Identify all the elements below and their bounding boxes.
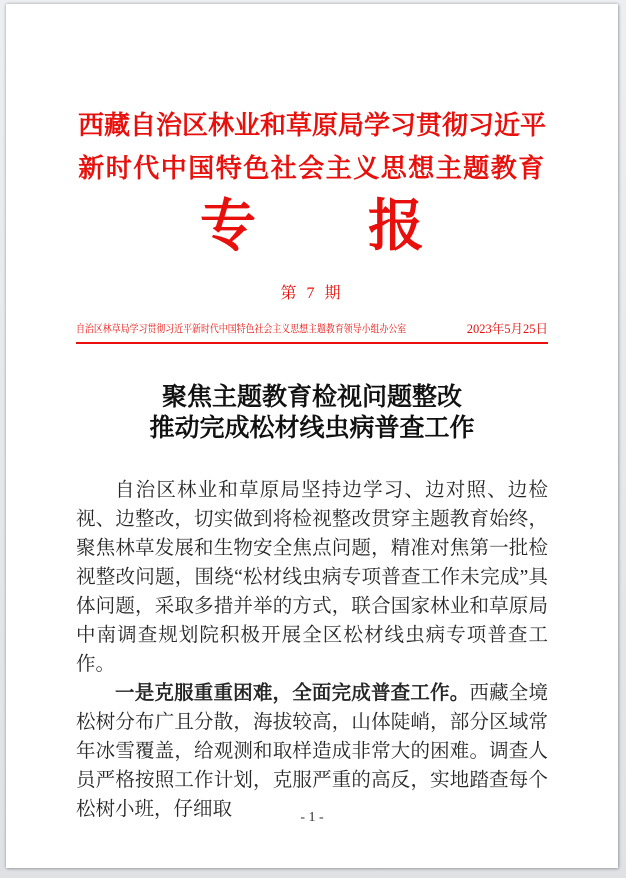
paragraph-1-text: 自治区林业和草原局坚持边学习、边对照、边检视、边整改，切实做到将检视整改贯穿主题教育始终，聚焦林草发展和生物安全焦点问题，精准对焦第一批检视整改问题，围绕“松材线虫病专项普查工作未完成”具体问题，采取多措并举的方式，联合国家林业和草原局中南调查规划院积极开展全区松材线虫病专项普查工作。 [76, 480, 548, 675]
page-number: - 1 - [300, 810, 324, 825]
issuer-office-name: 自治区林草局学习贯彻习近平新时代中国特色社会主义思想主题教育领导小组办公室 [76, 324, 407, 335]
article-paragraph-1 [76, 476, 548, 679]
paragraph-2-text: 西藏全境松树分布广且分散，海拔较高，山体陡峭，部分区域常年冰雪覆盖，给观测和取样造成非常大的困难。调查人员严格按照工作计划，克服严重的高反，实地踏查每个松树小班，仔细取 [76, 683, 548, 820]
article-body [76, 476, 548, 824]
article-title-line2: 推动完成松材线虫病普查工作 [149, 415, 475, 442]
issue-date: 2023年5月25日 [466, 322, 548, 336]
paragraph-2-lead-bold: 一是克服重重困难，全面完成普查工作。 [115, 683, 470, 704]
masthead-org-title-line2: 新时代中国特色社会主义思想主题教育 [78, 154, 546, 183]
masthead-org-title [76, 104, 548, 190]
article-paragraph-2 [76, 679, 548, 824]
masthead-brand-title: 专 报 [200, 196, 424, 258]
article-title-line1: 聚焦主题教育检视问题整改 [161, 384, 462, 411]
masthead-org-title-line1: 西藏自治区林业和草原局学习贯彻习近平 [77, 111, 546, 140]
article-title [76, 382, 548, 444]
issue-number-label: 第 7 期 [280, 285, 344, 302]
red-divider-rule [76, 342, 548, 344]
document-page [6, 4, 618, 868]
issuer-row [76, 322, 548, 342]
